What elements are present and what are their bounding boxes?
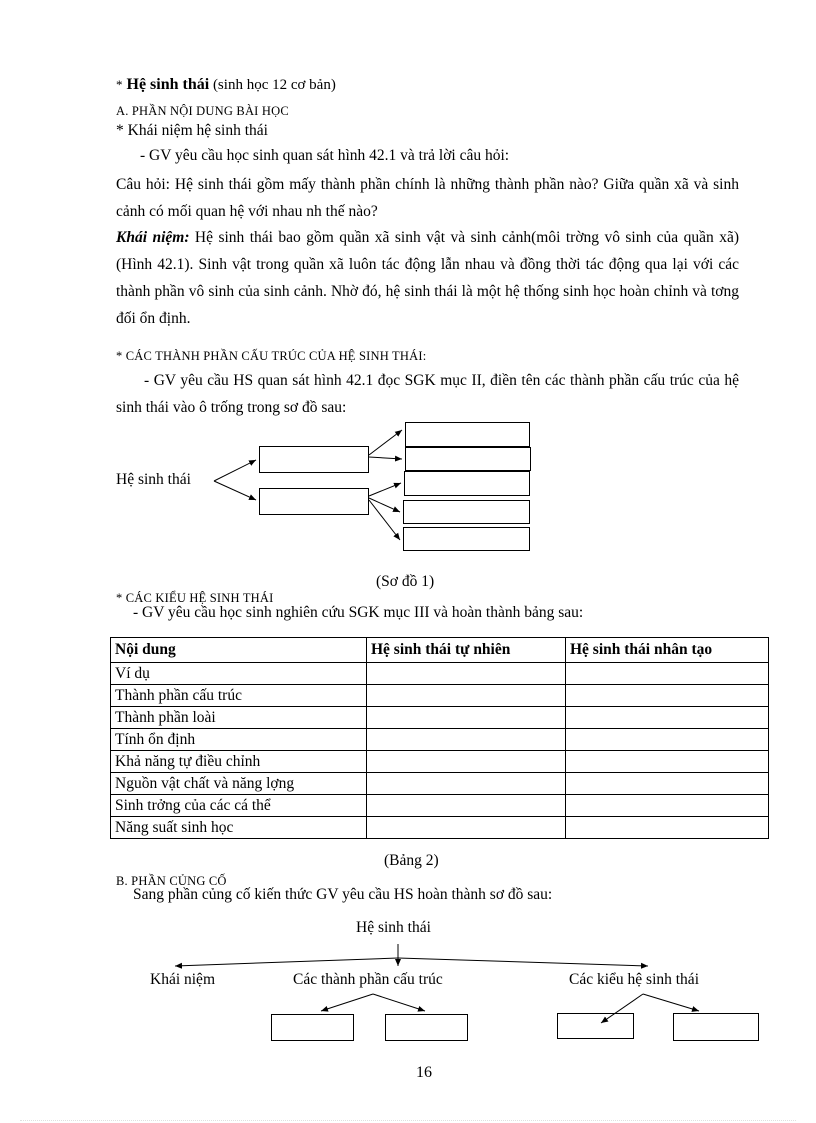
diagram1-caption: (Sơ đồ 1): [376, 573, 435, 590]
table-row: [111, 729, 769, 751]
concept-question: Câu hỏi: Hệ sinh thái gồm mấy thành phần chính là những thành phần nào? Giữa quần xã và sinh cảnh có mối quan hệ với nhau nh thế nào?: [116, 176, 739, 220]
table-row-label: Thành phần cấu trúc: [111, 685, 367, 707]
arrow-bottom-to-4: [369, 498, 400, 512]
table-cell: [566, 685, 769, 707]
table-cell: [566, 707, 769, 729]
table-cell: [566, 795, 769, 817]
concept-task: - GV yêu cầu học sinh quan sát hình 42.1 và trả lời câu hỏi:: [140, 147, 510, 164]
section-b-heading: B. PHẦN CỦNG CỐ: [116, 874, 227, 888]
components-task: - GV yêu cầu HS quan sát hình 42.1 đọc SGK mục II, điền tên các thành phần cấu trúc của hệ sinh thái vào ô trống trong sơ đồ sau:: [116, 372, 739, 416]
table-cell: [566, 663, 769, 685]
table-cell: [367, 795, 566, 817]
arrow-right-to-right-box: [643, 994, 699, 1011]
definition-label: Khái niệm:: [116, 229, 190, 246]
types-heading: * CÁC KIỂU HỆ SINH THÁI: [116, 591, 274, 605]
table-cell: [367, 707, 566, 729]
table-row: [111, 795, 769, 817]
table-caption: (Bảng 2): [384, 852, 439, 869]
arrow-middle-to-left-box: [321, 994, 373, 1011]
table-cell: [566, 751, 769, 773]
arrow-root-to-top: [214, 460, 256, 481]
components-heading: * CÁC THÀNH PHẦN CẤU TRÚC CỦA HỆ SINH THÁI:: [116, 349, 427, 363]
table-row: [111, 707, 769, 729]
arrow-root-to-bottom: [214, 481, 256, 500]
arrow-middle-to-right-box: [373, 994, 425, 1011]
arrow-summary-right: [398, 958, 648, 966]
table-row: [111, 773, 769, 795]
table-cell: [566, 729, 769, 751]
table-row-label: Tính ổn định: [111, 729, 367, 751]
summary-middle-label: Các thành phần cấu trúc: [293, 971, 443, 988]
summary-box-4: [673, 1013, 759, 1041]
table-cell: [367, 751, 566, 773]
summary-left-label: Khái niệm: [150, 971, 215, 988]
page-number: 16: [416, 1064, 432, 1081]
table-row-label: Thành phần loài: [111, 707, 367, 729]
arrow-bottom-to-3: [369, 483, 401, 496]
table-row: [111, 817, 769, 839]
table-cell: [367, 685, 566, 707]
arrow-top-to-1: [369, 430, 402, 455]
section-a-heading: A. PHẦN NỘI DUNG BÀI HỌC: [116, 104, 289, 118]
table-row: [111, 663, 769, 685]
table-cell: [566, 773, 769, 795]
arrow-summary-left: [175, 958, 398, 966]
table-header-cell: Hệ sinh thái tự nhiên: [367, 638, 566, 663]
summary-root-label: Hệ sinh thái: [356, 919, 431, 936]
table-row-label: Ví dụ: [111, 663, 367, 685]
table-row-label: Sinh trởng của các cá thể: [111, 795, 367, 817]
ecosystem-types-table: [110, 637, 769, 839]
table-header-row: [111, 638, 769, 663]
table-row-label: Năng suất sinh học: [111, 817, 367, 839]
definition-text: Hệ sinh thái bao gồm quần xã sinh vật và sinh cảnh(môi trờng vô sinh của quần xã)(Hình 42.1). Sinh vật trong quần xã luôn tác động lẫn nhau và đồng thời tác động qua lại với các thành phần vô sinh của sinh cảnh. Nhờ đó, hệ sinh thái là một hệ thống sinh học hoàn chỉnh và tơng đối ổn định.: [116, 229, 739, 327]
diagram-root-label: Hệ sinh thái: [116, 471, 191, 488]
title-rest: (sinh học 12 cơ bản): [209, 77, 336, 93]
summary-box-3: [557, 1013, 634, 1039]
page-bottom-edge: [20, 1120, 796, 1121]
table-cell: [367, 663, 566, 685]
table-cell: [566, 817, 769, 839]
arrow-top-to-2: [369, 457, 402, 459]
table-row-label: Khả năng tự điều chỉnh: [111, 751, 367, 773]
summary-box-2: [385, 1014, 468, 1041]
concept-heading: * Khái niệm hệ sinh thái: [116, 122, 268, 139]
section-b-task: Sang phần củng cố kiến thức GV yêu cầu HS hoàn thành sơ đồ sau:: [133, 886, 553, 903]
table-cell: [367, 729, 566, 751]
table-cell: [367, 773, 566, 795]
table-header-cell: Hệ sinh thái nhân tạo: [566, 638, 769, 663]
title-bold: Hệ sinh thái: [126, 76, 210, 93]
arrow-bottom-to-5: [369, 500, 400, 540]
table-row: [111, 751, 769, 773]
table-header-cell: Nội dung: [111, 638, 367, 663]
table-row-label: Nguồn vật chất và năng lợng: [111, 773, 367, 795]
types-task: - GV yêu cầu học sinh nghiên cứu SGK mục III và hoàn thành bảng sau:: [133, 604, 584, 621]
table-cell: [367, 817, 566, 839]
title-bullet: *: [116, 77, 123, 92]
table-row: [111, 685, 769, 707]
summary-right-label: Các kiểu hệ sinh thái: [569, 971, 699, 988]
summary-box-1: [271, 1014, 354, 1041]
